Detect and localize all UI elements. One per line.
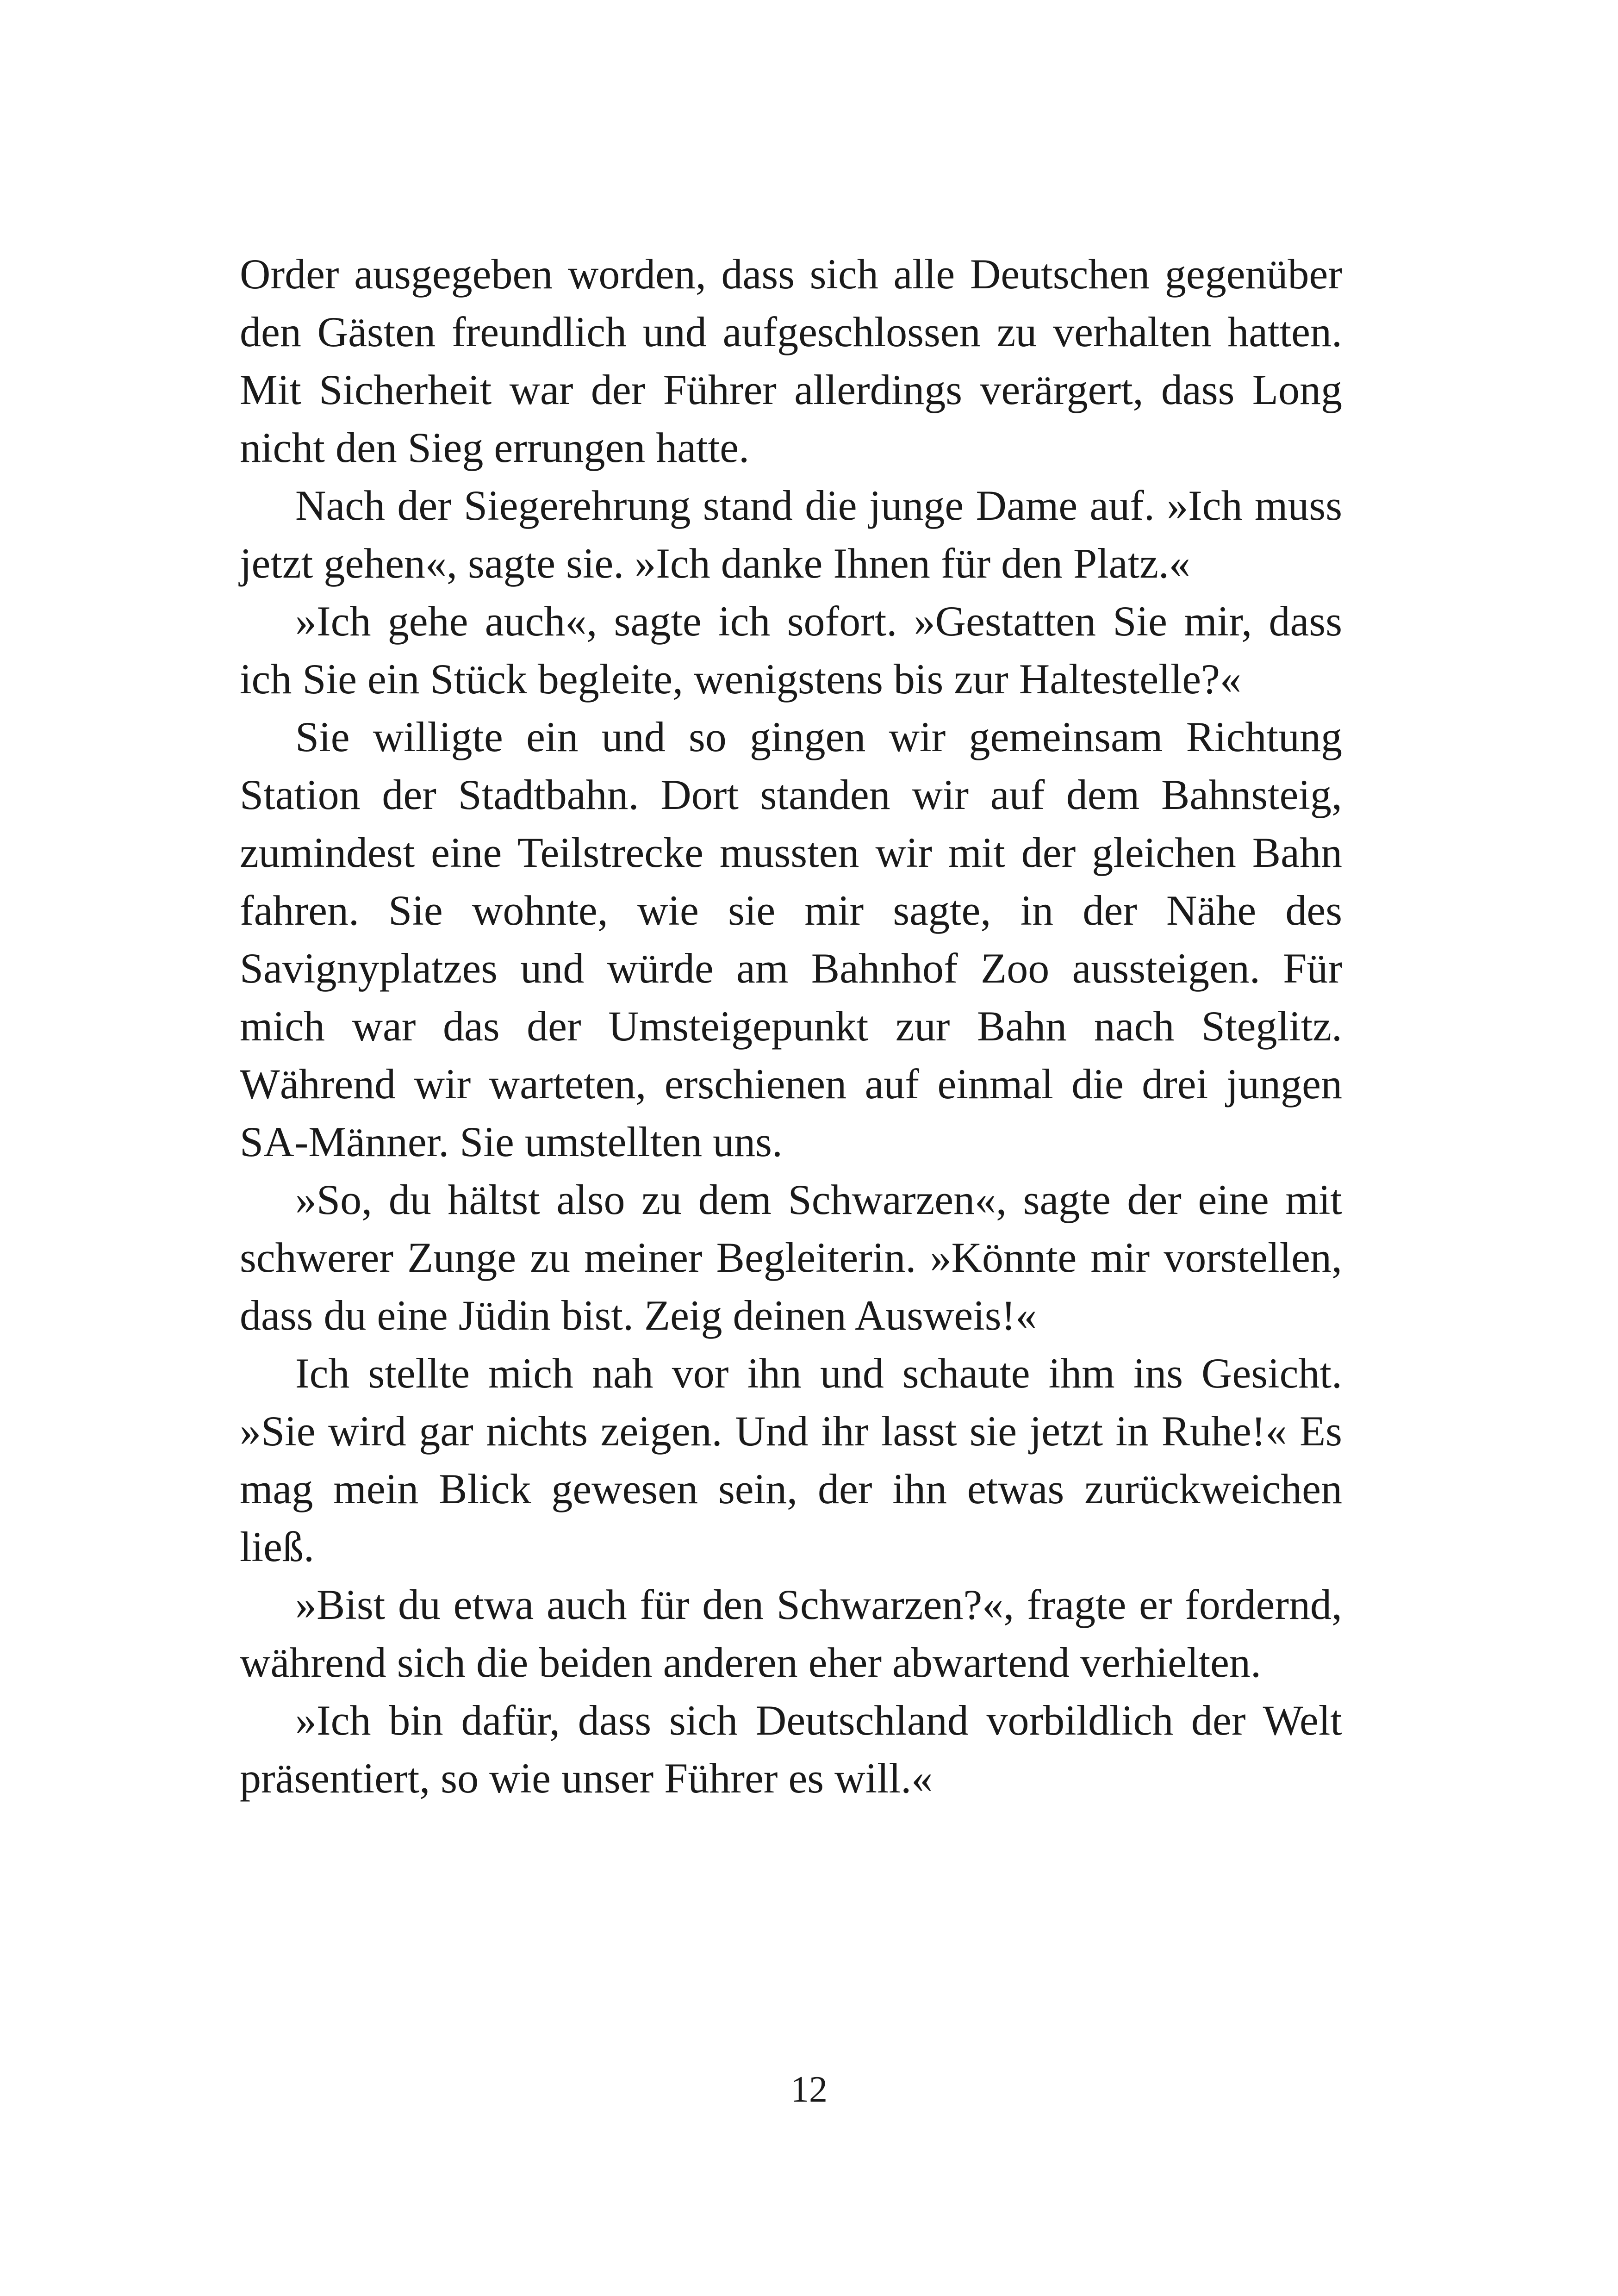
paragraph: »Ich gehe auch«, sagte ich sofort. »Gestatten Sie mir, dass ich Sie ein Stück begleite, wenigstens bis zur Haltestelle?« [240, 597, 1342, 703]
paragraph: Sie willigte ein und so gingen wir gemeinsam Richtung Station der Stadtbahn. Dort standen wir auf dem Bahnsteig, zumindest eine Teilstrecke mussten wir mit der gleichen Bahn fahren. Sie wohnte, wie sie mir sagte, in der Nähe des Savignyplatzes und würde am Bahnhof Zoo aussteigen. Für mich war das der Umsteigepunkt zur Bahn nach Steglitz. Während wir warteten, erschienen auf einmal die drei jungen SA-Männer. Sie umstellten uns. [240, 713, 1342, 1165]
paragraph: Ich stellte mich nah vor ihn und schaute ihm ins Gesicht. »Sie wird gar nichts zeigen. Und ihr lasst sie jetzt in Ruhe!« Es mag mein Blick gewesen sein, der ihn etwas zurückweichen ließ. [240, 1350, 1342, 1570]
paragraph-continued: Order ausgegeben worden, dass sich alle Deutschen gegenüber den Gästen freundlich und aufgeschlossen zu verhalten hatten. Mit Sicherheit war der Führer allerdings verärgert, dass Long nicht den Sieg errungen hatte. [240, 250, 1342, 471]
paragraph: Nach der Siegerehrung stand die junge Dame auf. »Ich muss jetzt gehen«, sagte sie. »Ich danke Ihnen für den Platz.« [240, 482, 1342, 587]
page-number: 12 [790, 2069, 828, 2110]
paragraph: »Ich bin dafür, dass sich Deutschland vorbildlich der Welt präsentiert, so wie unser Führer es will.« [240, 1697, 1342, 1802]
body-text [240, 245, 1342, 1807]
paragraph: »So, du hältst also zu dem Schwarzen«, sagte der eine mit schwerer Zunge zu meiner Begleiterin. »Könnte mir vorstellen, dass du eine Jüdin bist. Zeig deinen Ausweis!« [240, 1176, 1342, 1339]
paragraph: »Bist du etwa auch für den Schwarzen?«, fragte er fordernd, während sich die beiden anderen eher abwartend verhielten. [240, 1581, 1342, 1686]
